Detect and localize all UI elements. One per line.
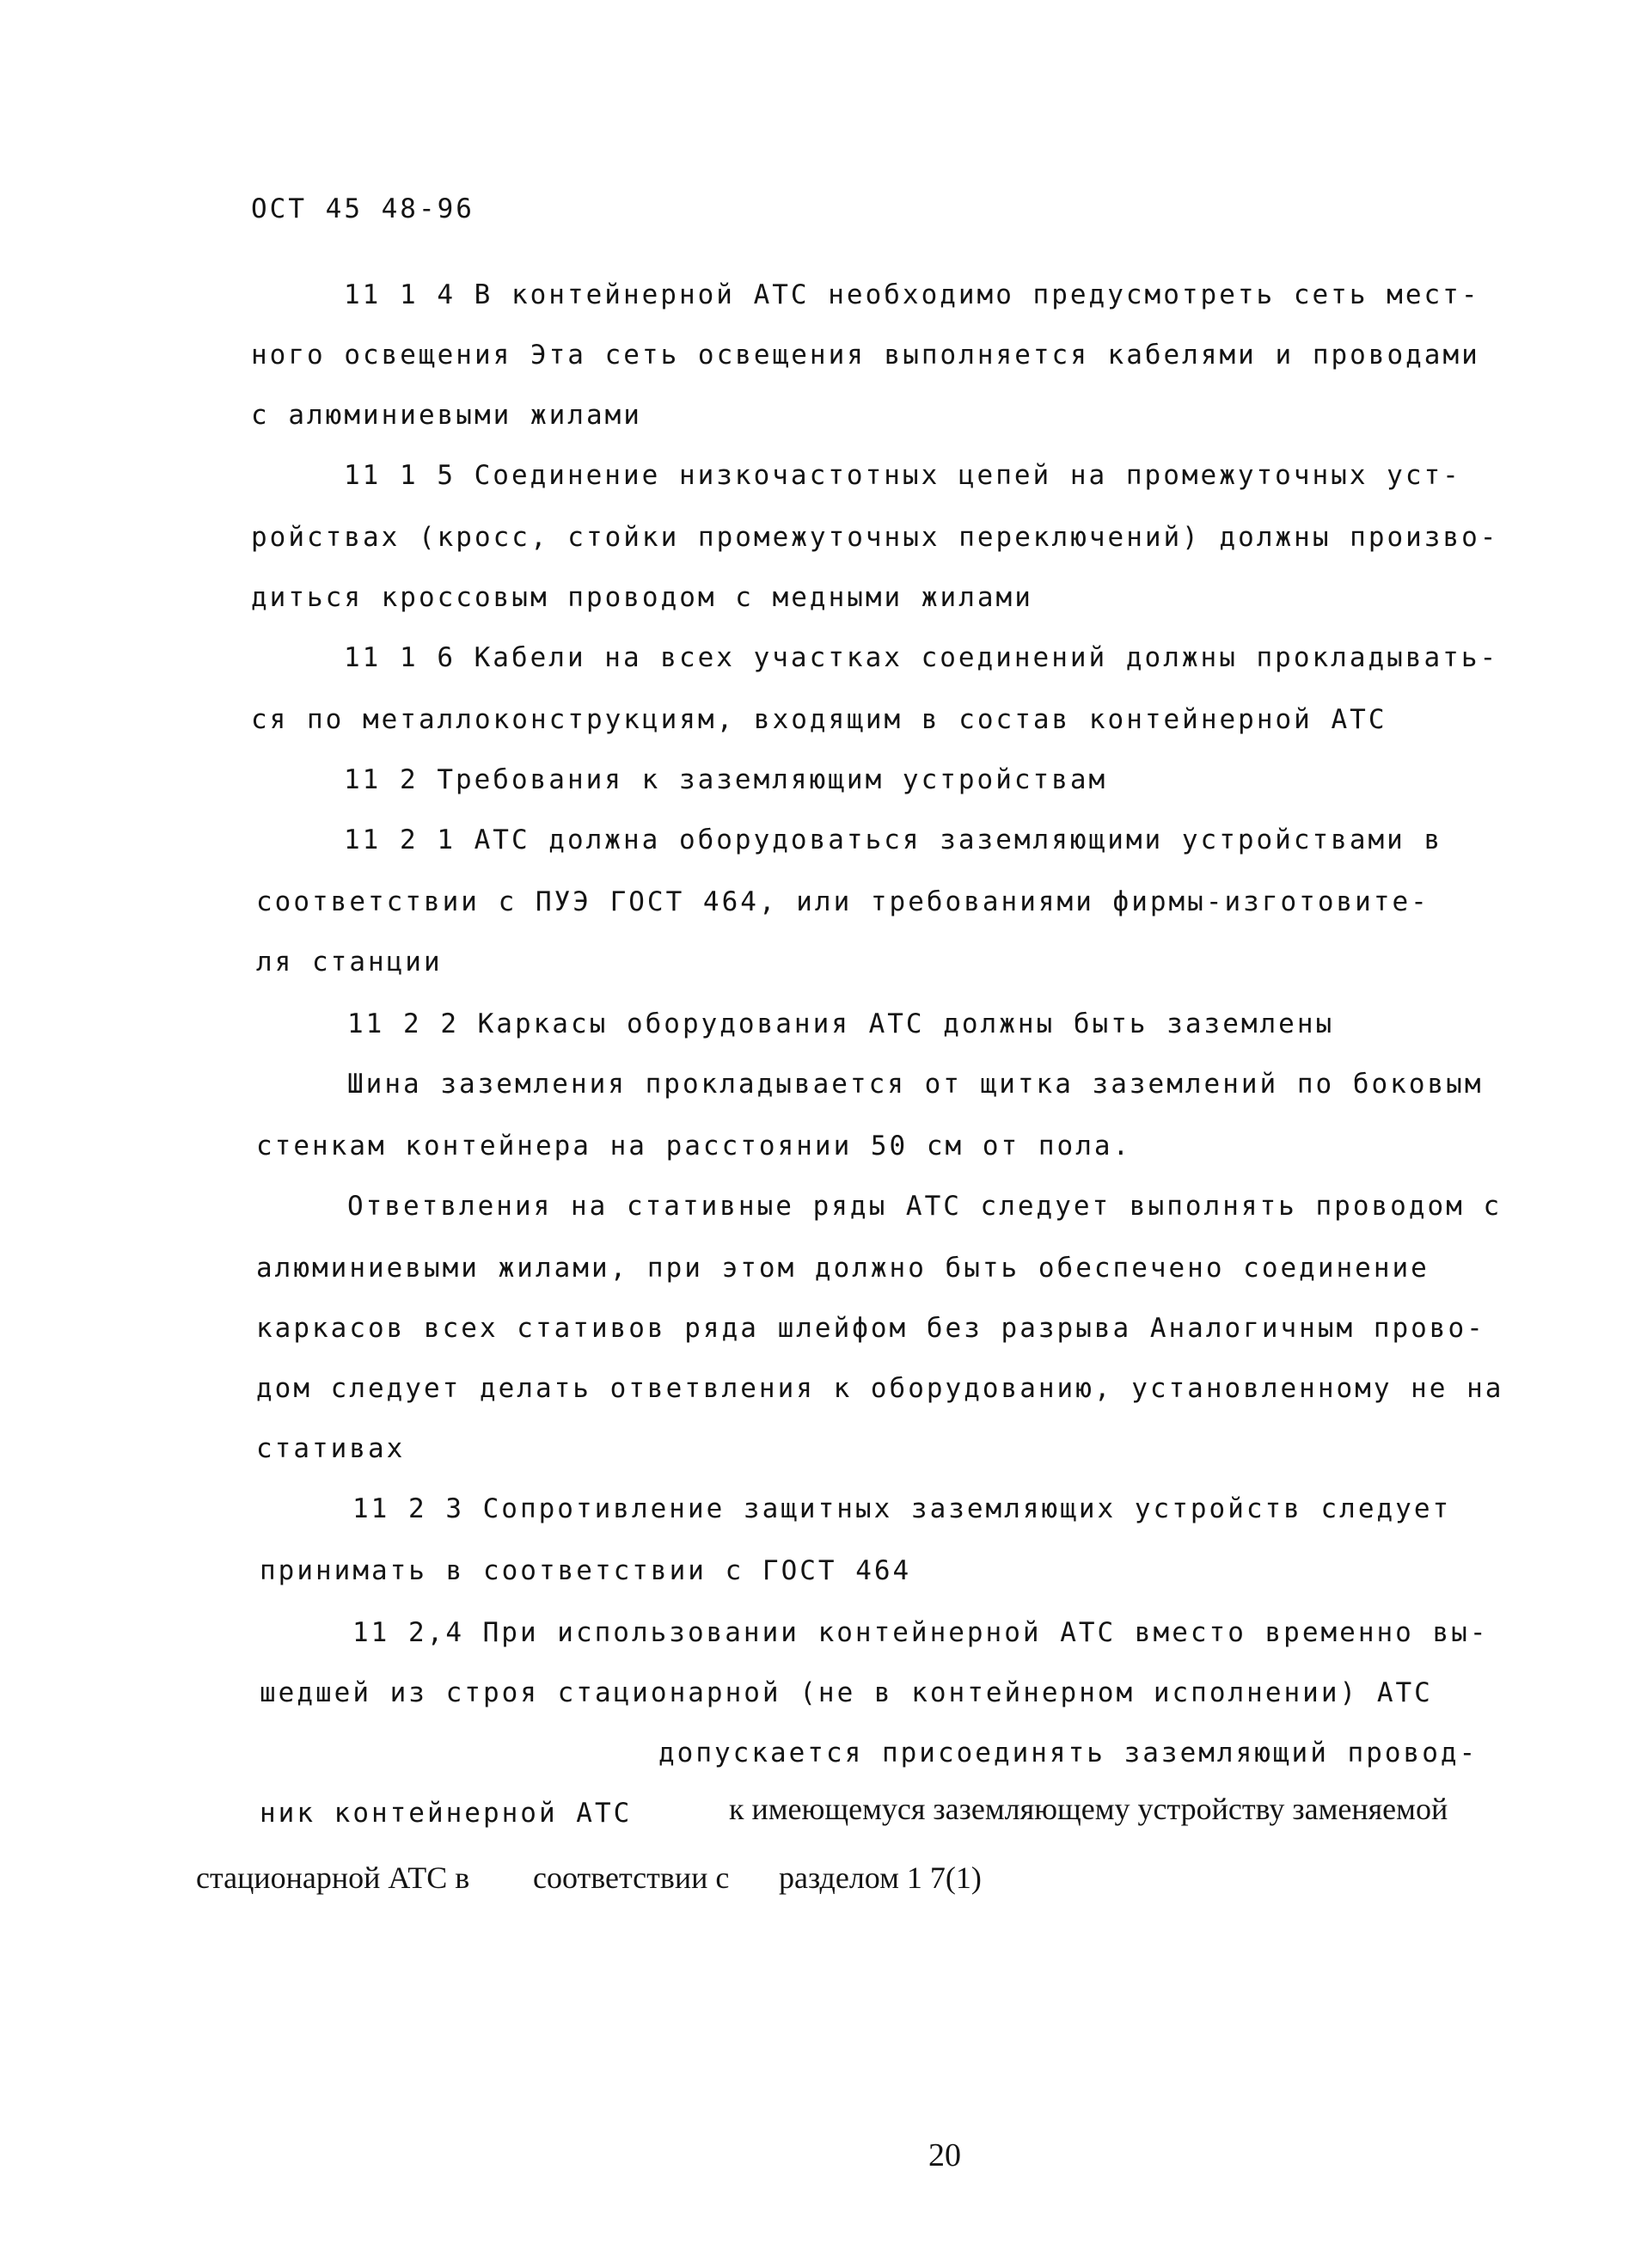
text-line: 11 1 6 Кабели на всех участках соединений должны прокладывать- (344, 642, 1499, 673)
text-line: стационарной АТС в (196, 1860, 470, 1895)
text-line: Ответвления на стативные ряды АТС следует выполнять проводом с (347, 1191, 1503, 1222)
text-line: ся по металлоконструкциям, входящим в состав контейнерной АТС (251, 704, 1387, 735)
section-heading: 11 2 Требования к заземляющим устройствам (344, 764, 1108, 795)
text-line: стативах (256, 1433, 406, 1464)
text-line: 11 1 4 В контейнерной АТС необходимо предусмотреть сеть мест- (344, 279, 1480, 310)
text-line: 11 1 5 Соединение низкочастотных цепей на промежуточных уст- (344, 460, 1461, 491)
text-line: диться кроссовым проводом с медными жилами (251, 582, 1033, 613)
text-line: к имеющемуся заземляющему устройству заменяемой (729, 1792, 1448, 1826)
text-line: 11 2 2 Каркасы оборудования АТС должны быть заземлены (347, 1008, 1335, 1039)
text-line: соответствии с (533, 1860, 730, 1895)
text-line: алюминиевыми жилами, при этом должно быть обеспечено соединение (256, 1253, 1430, 1284)
text-line: каркасов всех стативов ряда шлейфом без разрыва Аналогичным прово- (256, 1313, 1485, 1344)
document-header: ОСТ 45 48-96 (251, 193, 475, 224)
text-line: Шина заземления прокладывается от щитка заземлений по боковым (347, 1069, 1484, 1100)
text-line: дом следует делать ответвления к оборудованию, установленному не на (256, 1373, 1504, 1404)
text-line: ного освещения Эта сеть освещения выполняется кабелями и проводами (251, 340, 1480, 371)
text-line: допускается присоединять заземляющий провод- (658, 1738, 1479, 1768)
text-line: принимать в соответствии с ГОСТ 464 (260, 1555, 912, 1586)
text-line: 11 2 1 АТС должна оборудоваться заземляющими устройствами в (344, 824, 1443, 855)
text-line: стенкам контейнера на расстоянии 50 см от пола. (256, 1131, 1132, 1162)
page-number: 20 (928, 2137, 961, 2173)
text-line: шедшей из строя стационарной (не в контейнерном исполнении) АТС (260, 1677, 1433, 1708)
text-line: ник контейнерной АТС (260, 1798, 633, 1829)
text-line: соответствии с ПУЭ ГОСТ 464, или требованиями фирмы-изготовите- (256, 886, 1430, 917)
text-line: 11 2,4 При использовании контейнерной АТС вместо временно вы- (352, 1617, 1489, 1648)
text-line: ройствах (кросс, стойки промежуточных переключений) должны произво- (251, 522, 1499, 553)
text-line: ля станции (256, 947, 443, 978)
text-line: 11 2 3 Сопротивление защитных заземляющих устройств следует (352, 1493, 1452, 1524)
text-line: разделом 1 7(1) (779, 1860, 982, 1895)
text-line: с алюминиевыми жилами (251, 400, 642, 431)
